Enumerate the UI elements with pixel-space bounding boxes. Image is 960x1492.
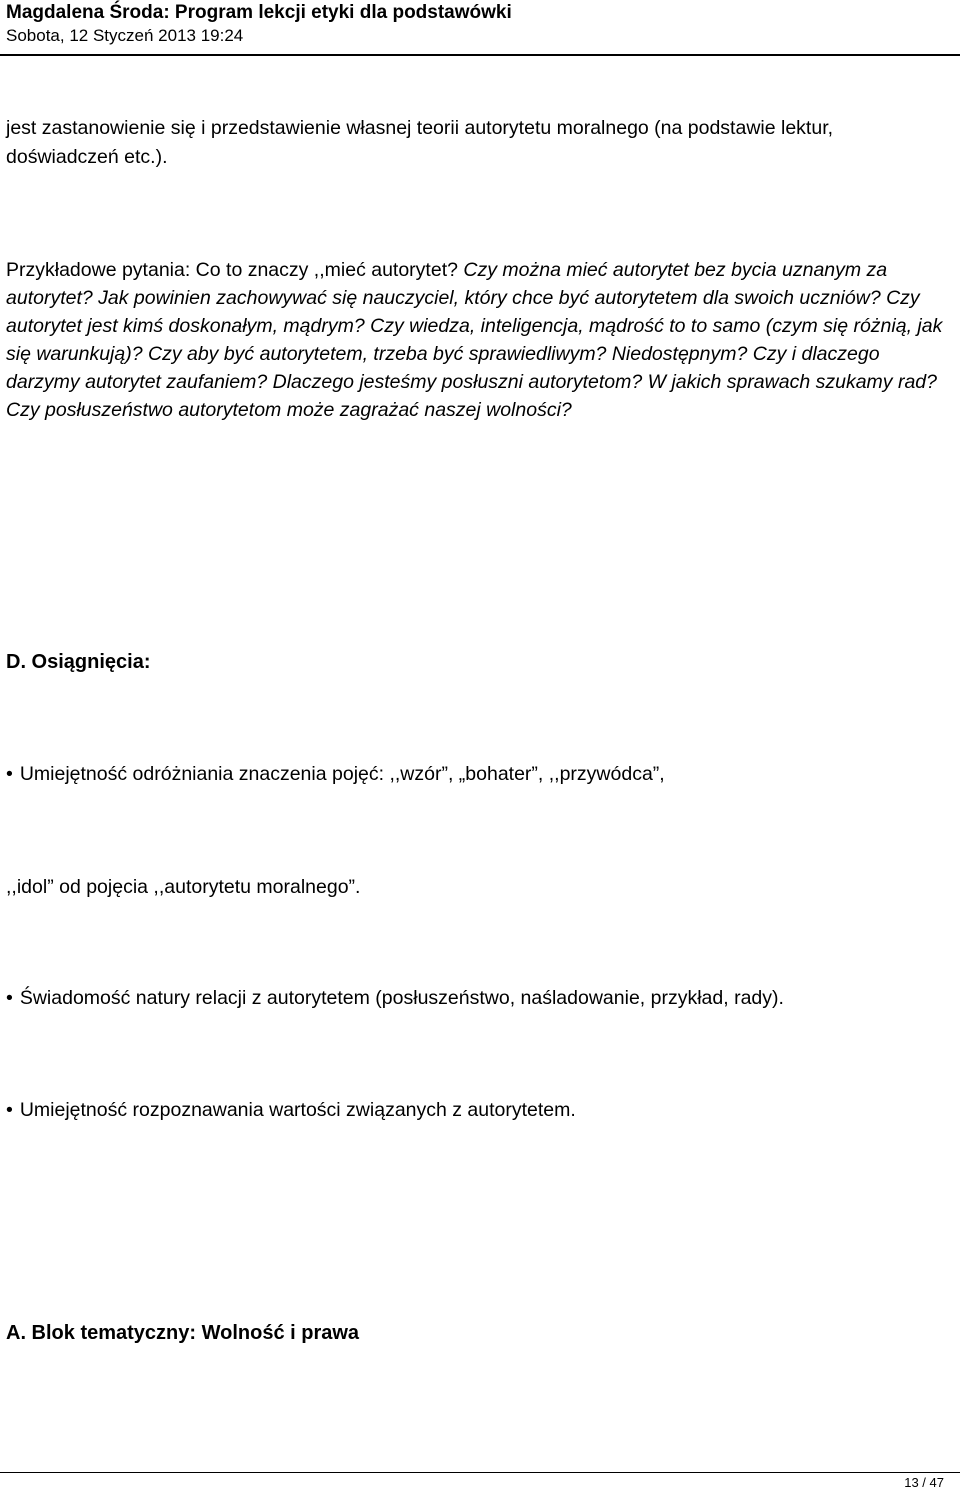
list-item: [6, 760, 665, 788]
section-heading-achievements: D. Osiągnięcia:: [6, 651, 151, 673]
intro-paragraph: jest zastanowienie się i przedstawienie własnej teorii autorytetu moralnego (na podstawie lektur, doświadczeń etc.).: [6, 117, 834, 168]
page-number: 13 / 47: [904, 1475, 944, 1490]
questions-list: Czy można mieć autorytet bez bycia uznanym za autorytet? Jak powinien zachowywać się nauczyciel, który chce być autorytetem dla swoich uczniów? Czy autorytet jest kimś doskonałym, mądrym? Czy wiedza, inteligencja, mądrość to to samo (czym się różnią, jak się warunkują)? Czy aby być autorytetem, trzeba być sprawiedliwym? Niedostępnym? Czy i dlaczego darzymy autorytet zaufaniem? Dlaczego jesteśmy posłuszni autorytetom? W jakich sprawach szukamy rad? Czy posłuszeństwo autorytetom może zagrażać naszej wolności?: [6, 259, 943, 421]
bullet-icon: •: [6, 987, 13, 1009]
section-heading-freedom-and-rights: A. Blok tematyczny: Wolność i prawa: [6, 1322, 360, 1344]
list-item: [6, 1096, 576, 1124]
example-questions-paragraph: [6, 256, 951, 424]
publish-date: Sobota, 12 Styczeń 2013 19:24: [6, 26, 244, 45]
list-item-text: Umiejętność rozpoznawania wartości związanych z autorytetem.: [19, 1099, 576, 1121]
list-item-continuation: [6, 873, 360, 901]
list-item-text: ,,idol” od pojęcia ,,autorytetu moralnego”.: [6, 876, 361, 898]
list-item: [6, 984, 784, 1012]
list-item-text: Umiejętność odróżniania znaczenia pojęć: ,,wzór”, „bohater”, ,,przywódca”,: [19, 763, 665, 785]
footer-divider: [0, 1472, 960, 1473]
questions-lead: Przykładowe pytania: Co to znaczy ,,mieć autorytet?: [6, 259, 458, 281]
header-divider: [0, 54, 960, 56]
page-title: Magdalena Środa: Program lekcji etyki dla podstawówki: [6, 2, 512, 23]
list-item-text: Świadomość natury relacji z autorytetem (posłuszeństwo, naśladowanie, przykład, rady).: [19, 987, 784, 1009]
bullet-icon: •: [6, 763, 13, 785]
bullet-icon: •: [6, 1099, 13, 1121]
